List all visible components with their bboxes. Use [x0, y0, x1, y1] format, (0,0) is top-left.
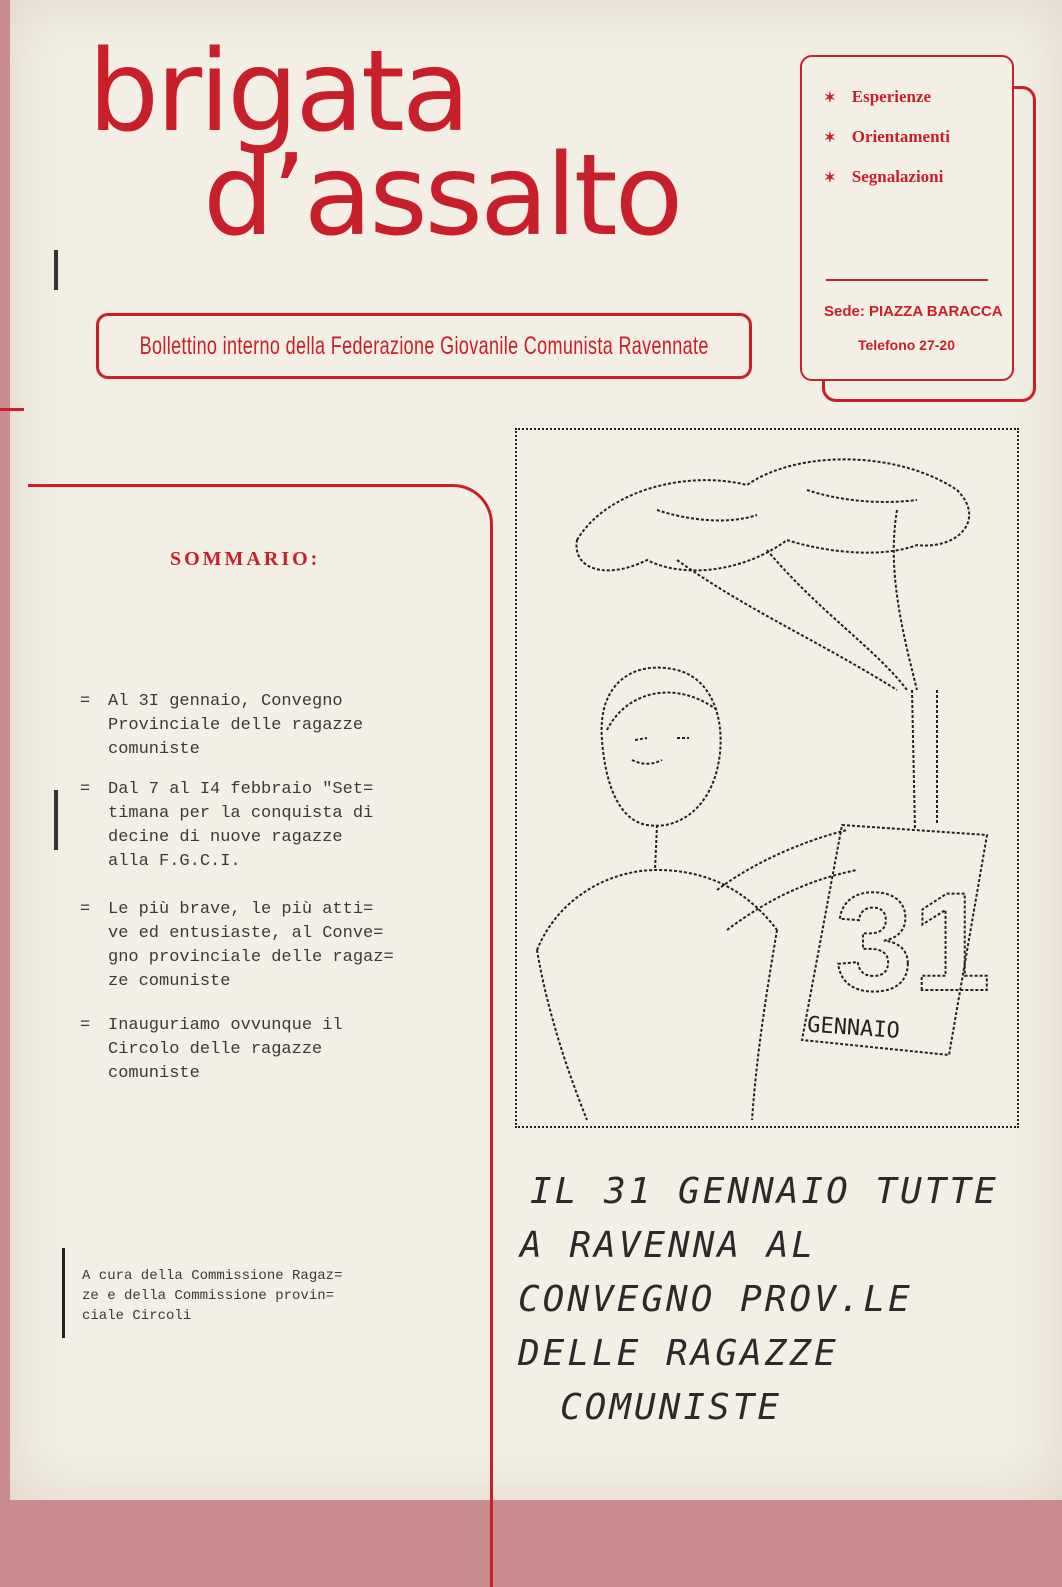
toc-text: Al 3I gennaio, Convegno Provinciale delle ragazze comuniste [108, 692, 364, 759]
calendar-number: 31 [835, 863, 991, 1020]
star-icon: ✶ [824, 91, 836, 106]
star-icon: ✶ [824, 171, 836, 186]
slogan-line: A RAVENNA AL [520, 1225, 817, 1266]
sidebox-divider [826, 279, 988, 281]
illustration-drawing [515, 428, 1019, 1128]
toc-text: Dal 7 al I4 febbraio "Set= timana per la conquista di decine di nuove ragazze alla F.G.C.I. [108, 780, 374, 871]
telephone: Telefono 27-20 [858, 337, 955, 353]
sidebox-item [824, 87, 931, 107]
sede-address: Sede: PIAZZA BARACCA [824, 303, 1003, 320]
info-sidebox [800, 55, 1014, 381]
slogan-line: DELLE RAGAZZE [518, 1333, 839, 1374]
slogan-line: CONVEGNO PROV.LE [518, 1279, 913, 1320]
slogan-line: IL 31 GENNAIO TUTTE [530, 1171, 999, 1212]
bulletin-page [10, 0, 1062, 1500]
calendar-month: GENNAIO [806, 1012, 901, 1044]
toc-bullet: = [80, 900, 91, 919]
staple-top [54, 250, 58, 290]
credit-text: A cura della Commissione Ragaz= ze e della Commissione provin= ciale Circoli [82, 1268, 343, 1324]
sidebox-item-label: Segnalazioni [851, 167, 944, 186]
sidebox-item-label: Orientamenti [851, 127, 950, 146]
toc-text: Le più brave, le più atti= ve ed entusiaste, al Conve= gno provinciale delle ragaz= ze comuniste [108, 900, 394, 991]
slogan-line: COMUNISTE [560, 1387, 783, 1428]
masthead [88, 27, 681, 261]
sidebox-item [824, 127, 950, 147]
slogan [510, 1165, 1030, 1435]
margin-rule [0, 408, 24, 411]
sidebox-item-label: Esperienze [851, 87, 932, 106]
subtitle-text: Bollettino interno della Federazione Giovanile Comunista Ravennate [139, 331, 709, 360]
toc-text: Inauguriamo ovvunque il Circolo delle ragazze comuniste [108, 1016, 343, 1083]
sommario-title: SOMMARIO: [170, 548, 321, 570]
toc-bullet: = [80, 692, 91, 711]
toc-bullet: = [80, 1016, 91, 1035]
masthead-line-2: d’assalto [203, 131, 681, 261]
credit-bar [62, 1248, 65, 1338]
sidebox-item [824, 167, 943, 187]
subtitle-banner [96, 313, 752, 379]
masthead-line-1: brigata [88, 27, 468, 157]
woman-with-calendar-illustration [517, 430, 1017, 1126]
toc-bullet: = [80, 780, 91, 799]
star-icon: ✶ [824, 131, 836, 146]
